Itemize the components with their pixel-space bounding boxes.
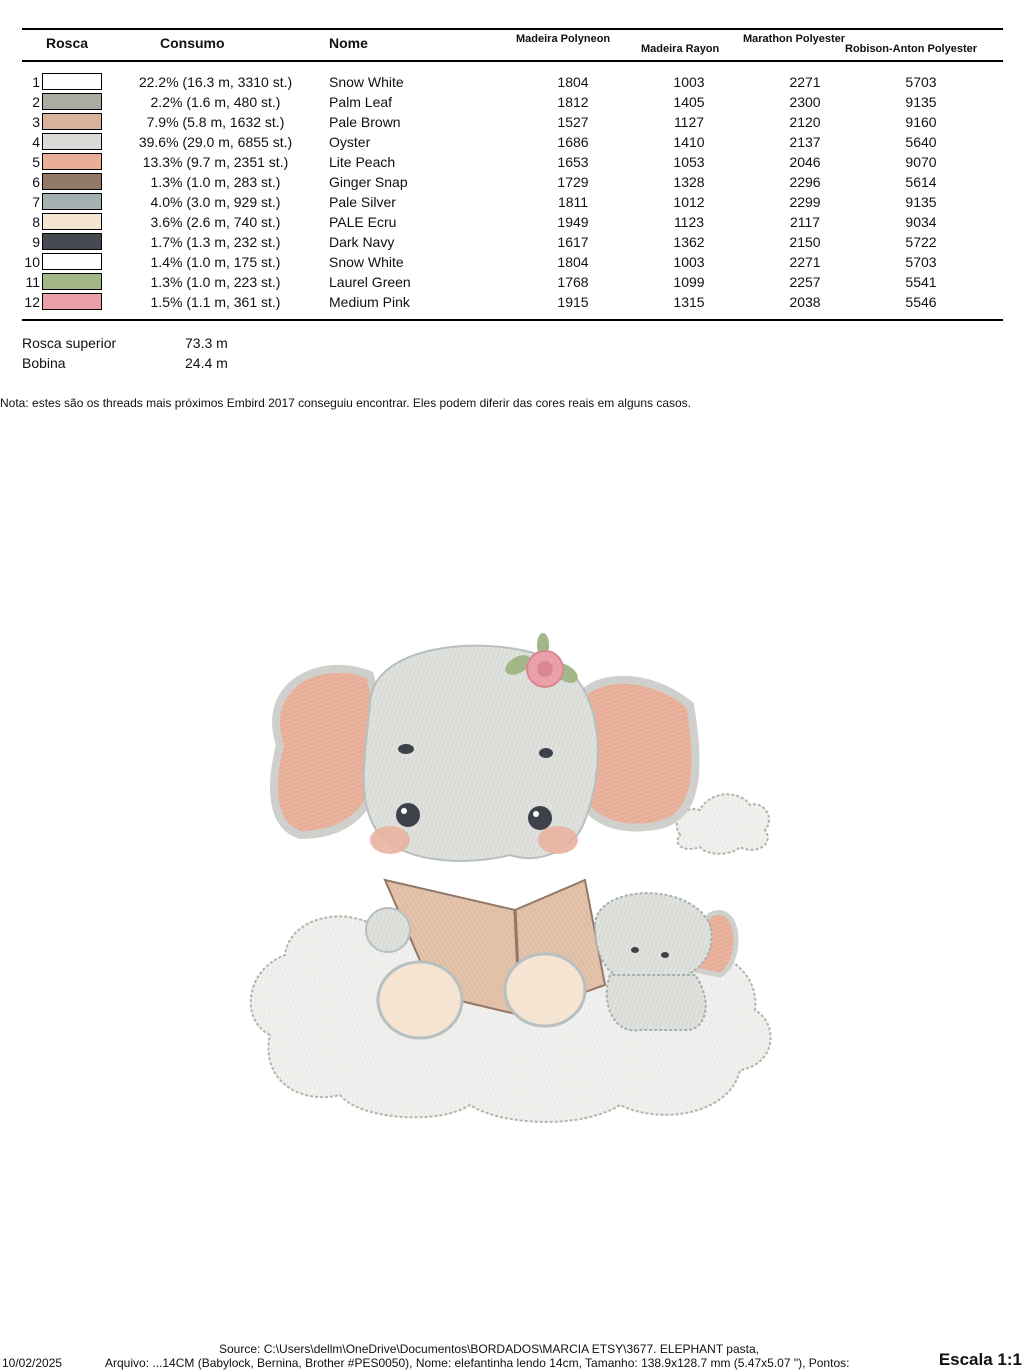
table-header-rule — [22, 60, 1003, 62]
header-madeira-rayon: Madeira Rayon — [641, 43, 720, 55]
row-index: 6 — [32, 174, 40, 190]
color-swatch — [42, 133, 102, 150]
row-index: 7 — [32, 194, 40, 210]
color-swatch — [42, 73, 102, 90]
row-robison: 9135 — [905, 194, 937, 210]
row-marathon: 2296 — [789, 174, 821, 190]
row-index: 3 — [32, 114, 40, 130]
color-swatch — [42, 293, 102, 310]
color-swatch — [42, 93, 102, 110]
row-madeira-polyneon: 1811 — [557, 194, 589, 210]
header-marathon: Marathon Polyester — [743, 33, 846, 45]
row-nome: Lite Peach — [329, 154, 396, 170]
row-nome: Ginger Snap — [329, 174, 408, 190]
row-robison: 9160 — [905, 114, 937, 130]
row-robison: 5640 — [905, 134, 937, 150]
row-marathon: 2117 — [789, 214, 821, 230]
color-swatch — [42, 173, 102, 190]
row-madeira-polyneon: 1915 — [557, 294, 589, 310]
row-madeira-rayon: 1328 — [673, 174, 705, 190]
row-madeira-polyneon: 1812 — [557, 94, 589, 110]
rosca-superior-label: Rosca superior — [22, 335, 117, 351]
table-row — [0, 92, 1024, 112]
color-swatch — [42, 193, 102, 210]
row-consumo: 39.6% (29.0 m, 6855 st.) — [138, 134, 293, 150]
row-consumo: 1.5% (1.1 m, 361 st.) — [150, 294, 281, 310]
row-robison: 9034 — [905, 214, 937, 230]
header-nome: Nome — [329, 35, 368, 51]
row-robison: 5614 — [905, 174, 937, 190]
row-nome: Medium Pink — [329, 294, 410, 310]
table-row — [0, 132, 1024, 152]
row-consumo: 22.2% (16.3 m, 3310 st.) — [138, 74, 293, 90]
table-row — [0, 72, 1024, 92]
table-row — [0, 112, 1024, 132]
row-madeira-polyneon: 1686 — [557, 134, 589, 150]
row-marathon: 2257 — [789, 274, 821, 290]
row-consumo: 3.6% (2.6 m, 740 st.) — [150, 214, 281, 230]
rosca-superior-value: 73.3 m — [185, 335, 228, 351]
color-swatch — [42, 113, 102, 130]
table-row — [0, 212, 1024, 232]
footer-date: 10/02/2025 — [2, 1356, 63, 1370]
row-marathon: 2300 — [789, 94, 821, 110]
row-consumo: 1.4% (1.0 m, 175 st.) — [150, 254, 281, 270]
row-index: 5 — [32, 154, 40, 170]
row-robison: 5703 — [905, 74, 937, 90]
row-madeira-rayon: 1362 — [673, 234, 705, 250]
bobina-label: Bobina — [22, 355, 66, 371]
footer-arquivo: Arquivo: ...14CM (Babylock, Bernina, Brother #PES0050), Nome: elefantinha lendo 14cm, Tamanho: 138.9x128.7 mm (5.47x5.07 "), Pontos: — [105, 1356, 850, 1370]
row-consumo: 4.0% (3.0 m, 929 st.) — [150, 194, 281, 210]
table-top-rule — [22, 28, 1003, 30]
row-nome: Oyster — [329, 134, 371, 150]
row-marathon: 2299 — [789, 194, 821, 210]
row-marathon: 2137 — [789, 134, 821, 150]
row-madeira-rayon: 1099 — [673, 274, 705, 290]
color-swatch — [42, 153, 102, 170]
header-robison: Robison-Anton Polyester — [845, 43, 978, 55]
row-consumo: 1.3% (1.0 m, 223 st.) — [150, 274, 281, 290]
row-madeira-rayon: 1003 — [673, 254, 705, 270]
table-row — [0, 172, 1024, 192]
row-madeira-polyneon: 1653 — [557, 154, 589, 170]
row-marathon: 2120 — [789, 114, 821, 130]
row-consumo: 1.7% (1.3 m, 232 st.) — [150, 234, 281, 250]
row-madeira-rayon: 1315 — [673, 294, 705, 310]
footer-scale: Escala 1:1 — [938, 1350, 1022, 1369]
row-consumo: 2.2% (1.6 m, 480 st.) — [150, 94, 281, 110]
row-madeira-polyneon: 1949 — [557, 214, 589, 230]
row-consumo: 13.3% (9.7 m, 2351 st.) — [142, 154, 289, 170]
row-madeira-rayon: 1053 — [673, 154, 705, 170]
row-consumo: 7.9% (5.8 m, 1632 st.) — [146, 114, 285, 130]
row-robison: 5546 — [905, 294, 937, 310]
row-nome: Pale Brown — [329, 114, 401, 130]
color-swatch — [42, 253, 102, 270]
row-index: 12 — [24, 294, 40, 310]
row-madeira-rayon: 1012 — [673, 194, 705, 210]
color-swatch — [42, 233, 102, 250]
header-rosca: Rosca — [46, 35, 89, 51]
row-madeira-rayon: 1410 — [673, 134, 705, 150]
row-index: 4 — [32, 134, 40, 150]
row-marathon: 2271 — [789, 74, 821, 90]
row-marathon: 2038 — [789, 294, 821, 310]
thread-note: Nota: estes são os threads mais próximos Embird 2017 conseguiu encontrar. Eles podem diferir das cores reais em alguns casos. — [0, 396, 692, 410]
row-robison: 9070 — [905, 154, 937, 170]
row-madeira-polyneon: 1804 — [557, 74, 589, 90]
row-marathon: 2271 — [789, 254, 821, 270]
row-madeira-polyneon: 1804 — [557, 254, 589, 270]
row-index: 8 — [32, 214, 40, 230]
row-index: 10 — [24, 254, 40, 270]
table-row — [0, 272, 1024, 292]
row-nome: Snow White — [329, 254, 404, 270]
row-index: 1 — [32, 74, 40, 90]
row-madeira-rayon: 1405 — [673, 94, 705, 110]
row-madeira-polyneon: 1527 — [557, 114, 589, 130]
color-swatch — [42, 213, 102, 230]
footer-source: Source: C:\Users\dellm\OneDrive\Documentos\BORDADOS\MARCIA ETSY\3677. ELEPHANT pasta, — [219, 1342, 759, 1356]
row-madeira-rayon: 1127 — [673, 114, 705, 130]
table-row — [0, 152, 1024, 172]
bobina-value: 24.4 m — [185, 355, 228, 371]
row-madeira-rayon: 1003 — [673, 74, 705, 90]
row-index: 2 — [32, 94, 40, 110]
row-nome: Laurel Green — [329, 274, 411, 290]
row-madeira-polyneon: 1729 — [557, 174, 589, 190]
row-marathon: 2046 — [789, 154, 821, 170]
row-madeira-polyneon: 1768 — [557, 274, 589, 290]
row-robison: 9135 — [905, 94, 937, 110]
row-madeira-polyneon: 1617 — [557, 234, 589, 250]
row-consumo: 1.3% (1.0 m, 283 st.) — [150, 174, 281, 190]
table-row — [0, 292, 1024, 312]
header-madeira-polyneon: Madeira Polyneon — [516, 33, 611, 45]
row-madeira-rayon: 1123 — [673, 214, 705, 230]
row-robison: 5703 — [905, 254, 937, 270]
embroidery-elephant-reading-illustration — [240, 625, 780, 1130]
row-nome: Snow White — [329, 74, 404, 90]
row-robison: 5722 — [905, 234, 937, 250]
row-nome: Palm Leaf — [329, 94, 393, 110]
row-nome: Dark Navy — [329, 234, 395, 250]
color-swatch — [42, 273, 102, 290]
row-nome: Pale Silver — [329, 194, 396, 210]
header-consumo: Consumo — [160, 35, 225, 51]
row-index: 9 — [32, 234, 40, 250]
table-bottom-rule — [22, 319, 1003, 321]
row-marathon: 2150 — [789, 234, 821, 250]
row-index: 11 — [25, 274, 40, 290]
table-row — [0, 232, 1024, 252]
table-row — [0, 252, 1024, 272]
table-row — [0, 192, 1024, 212]
row-nome: PALE Ecru — [329, 214, 397, 230]
row-robison: 5541 — [905, 274, 937, 290]
